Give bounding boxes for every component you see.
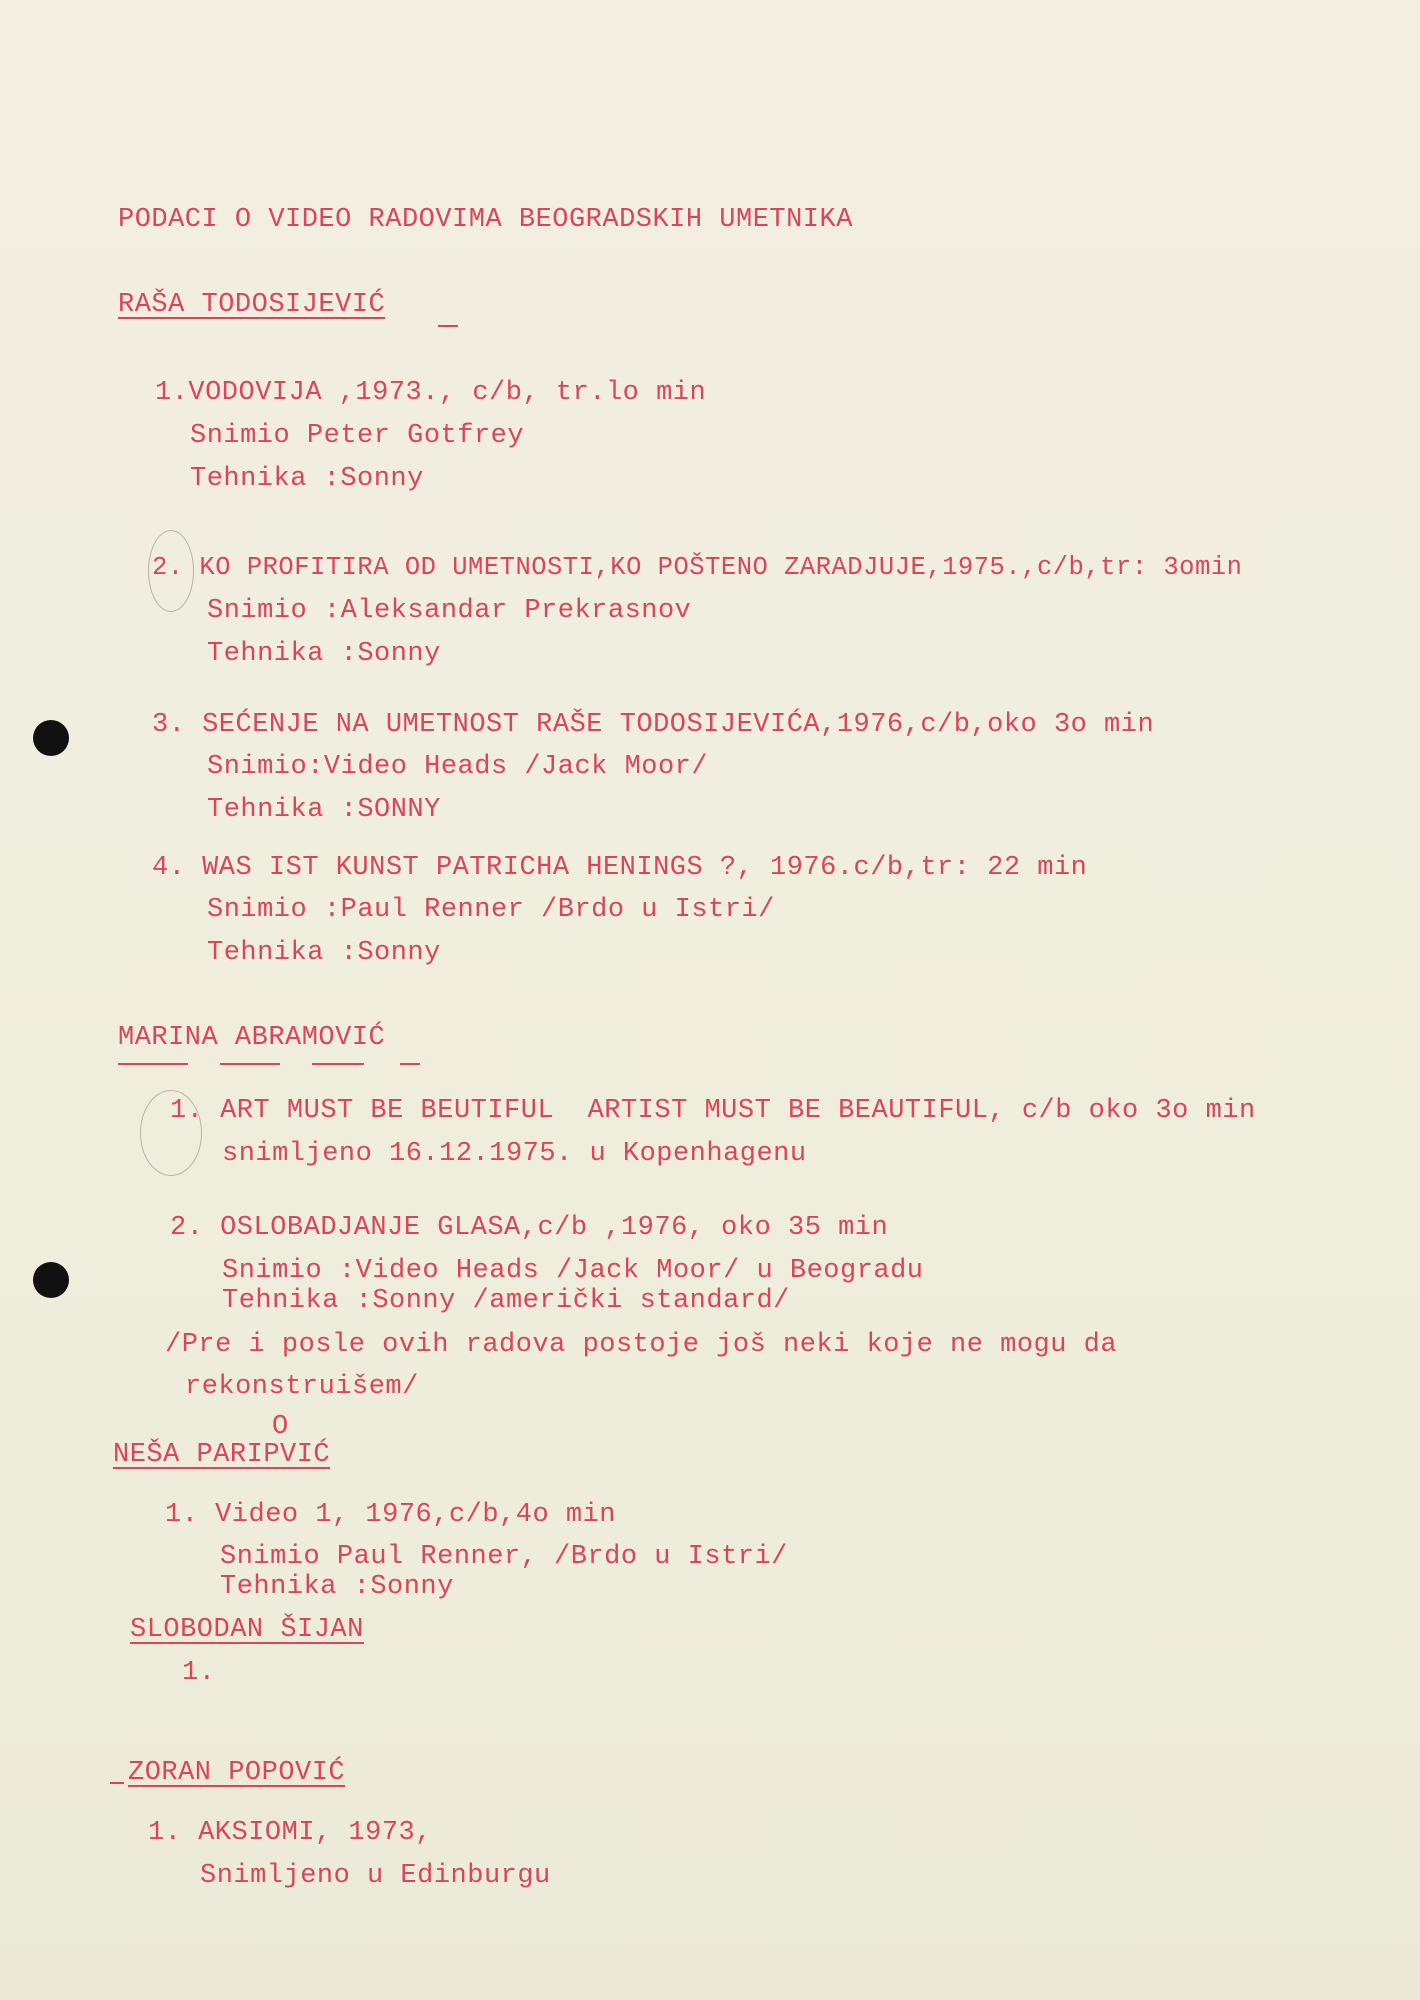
- work-detail: Tehnika :Sonny /američki standard/: [222, 1286, 790, 1316]
- artist-heading-sijan: SLOBODAN ŠIJAN: [130, 1615, 364, 1645]
- artist-heading-todosijevic: RAŠA TODOSIJEVIĆ: [118, 290, 386, 320]
- work-detail: Tehnika :SONNY: [207, 795, 441, 825]
- work-title: 1. ART MUST BE BEUTIFUL ARTIST MUST BE BEAUTIFUL, c/b oko 3o min: [170, 1096, 1256, 1126]
- work-detail: Tehnika :Sonny: [190, 464, 424, 494]
- work-detail: Tehnika :Sonny: [207, 639, 441, 669]
- artist-heading-paripovic: NEŠA PARIPVIĆ: [113, 1440, 331, 1470]
- note-line: /Pre i posle ovih radova postoje još neki koje ne mogu da: [165, 1330, 1118, 1360]
- underline-dash: [118, 1063, 188, 1065]
- work-detail: Snimio :Paul Renner /Brdo u Istri/: [207, 895, 775, 925]
- underline-dash: [312, 1063, 364, 1065]
- work-detail: Snimljeno u Edinburgu: [200, 1861, 551, 1891]
- work-detail: Snimio Peter Gotfrey: [190, 421, 525, 451]
- work-title: 3. SEĆENJE NA UMETNOST RAŠE TODOSIJEVIĆA,1976,c/b,oko 3o min: [152, 710, 1155, 740]
- work-title: 2. OSLOBADJANJE GLASA,c/b ,1976, oko 35 min: [170, 1213, 889, 1243]
- work-title: 1. Video 1, 1976,c/b,4o min: [165, 1500, 616, 1530]
- punch-hole: [33, 1262, 69, 1298]
- underline-dash: [220, 1063, 280, 1065]
- work-detail: Snimio Paul Renner, /Brdo u Istri/: [220, 1542, 788, 1572]
- work-title: 4. WAS IST KUNST PATRICHA HENINGS ?, 1976.c/b,tr: 22 min: [152, 853, 1088, 883]
- punch-hole: [33, 720, 69, 756]
- work-title: 1. AKSIOMI, 1973,: [148, 1818, 432, 1848]
- work-detail: Snimio :Video Heads /Jack Moor/ u Beogradu: [222, 1256, 924, 1286]
- artist-heading-popovic: ZORAN POPOVIĆ: [128, 1758, 346, 1788]
- artist-heading-abramovic: MARINA ABRAMOVIĆ: [118, 1023, 386, 1053]
- work-title: 2. KO PROFITIRA OD UMETNOSTI,KO POŠTENO ZARADJUJE,1975.,c/b,tr: 3omin: [152, 553, 1243, 582]
- typed-correction: O: [272, 1412, 289, 1442]
- underline-dash: [400, 1063, 420, 1065]
- document-title: PODACI O VIDEO RADOVIMA BEOGRADSKIH UMETNIKA: [118, 205, 853, 235]
- work-detail: Tehnika :Sonny: [207, 938, 441, 968]
- underline-dash: [438, 325, 458, 327]
- note-line: rekonstruišem/: [185, 1372, 419, 1402]
- work-detail: snimljeno 16.12.1975. u Kopenhagenu: [222, 1139, 807, 1169]
- work-title: 1.: [182, 1658, 216, 1688]
- work-detail: Snimio:Video Heads /Jack Moor/: [207, 752, 709, 782]
- work-detail: Snimio :Aleksandar Prekrasnov: [207, 596, 692, 626]
- work-detail: Tehnika :Sonny: [220, 1572, 454, 1602]
- underline-dash: [110, 1782, 124, 1784]
- work-title: 1.VODOVIJA ,1973., c/b, tr.lo min: [155, 378, 707, 408]
